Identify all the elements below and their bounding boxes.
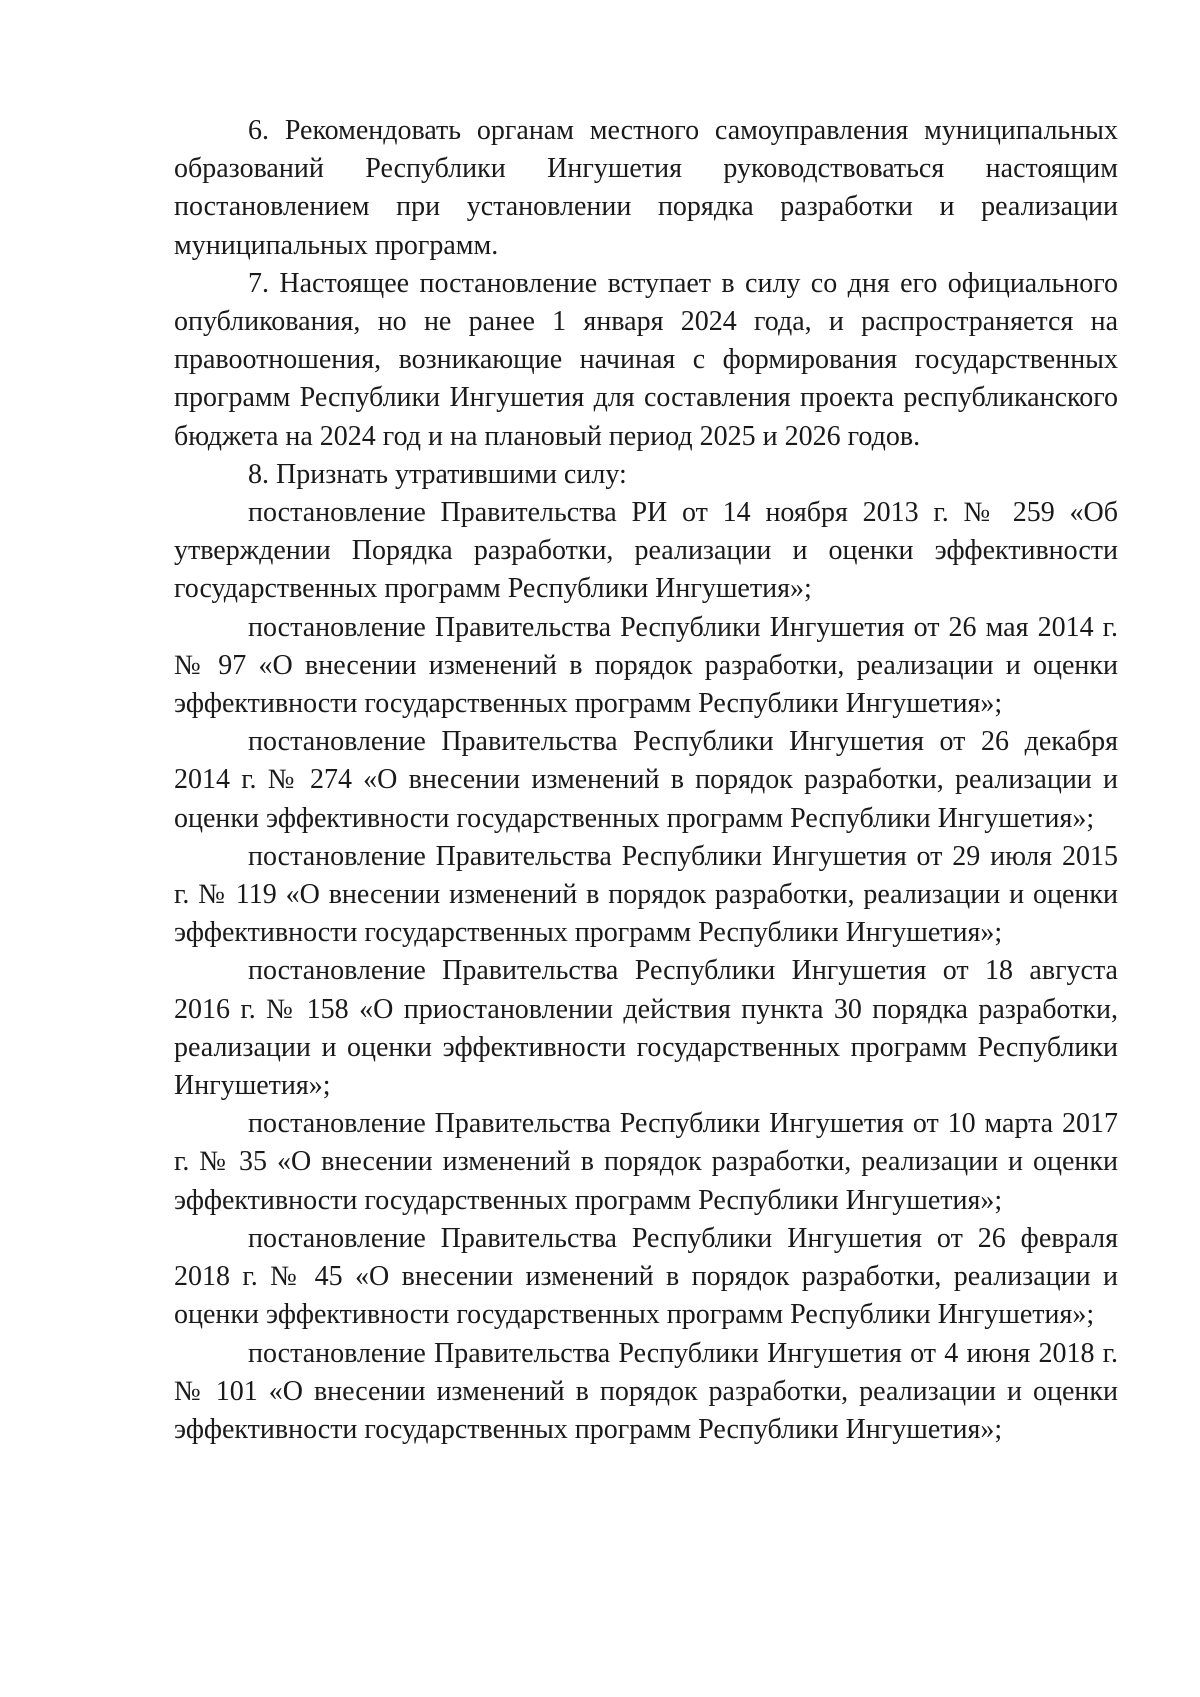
document-page	[174, 112, 1118, 1449]
repealed-act-2014-97: постановление Правительства Республики Ингушетия от 26 мая 2014 г. № 97 «О внесении изменений в порядок разработки, реализации и оценки эффективности государственных программ Республики Ингушетия»;	[174, 611, 1118, 720]
repealed-act-2013-259: постановление Правительства РИ от 14 ноября 2013 г. № 259 «Об утверждении Порядка разработки, реализации и оценки эффективности государственных программ Республики Ингушетия»;	[174, 497, 1118, 605]
repealed-act-2016-158: постановление Правительства Республики Ингушетия от 18 августа 2016 г. № 158 «О приостановлении действия пункта 30 порядка разработки, реализации и оценки эффективности государственных программ Республики Ингушетия»;	[174, 955, 1118, 1102]
repealed-act-2017-35: постановление Правительства Республики Ингушетия от 10 марта 2017 г. № 35 «О внесении изменений в порядок разработки, реализации и оценки эффективности государственных программ Республики Ингушетия»;	[174, 1108, 1118, 1216]
paragraph-item-8: 8. Признать утратившими силу:	[248, 458, 627, 490]
paragraph-item-7: 7. Настоящее постановление вступает в силу со дня его официального опубликования, но не ранее 1 января 2024 года, и распространяется на правоотношения, возникающие начиная с формирования государственных программ Республики Ингушетия для составления проекта республиканского бюджета на 2024 год и на плановый период 2025 и 2026 годов.	[174, 267, 1118, 452]
repealed-act-2018-101: постановление Правительства Республики Ингушетия от 4 июня 2018 г. № 101 «О внесении изменений в порядок разработки, реализации и оценки эффективности государственных программ Республики Ингушетия»;	[174, 1337, 1118, 1445]
repealed-act-2018-45: постановление Правительства Республики Ингушетия от 26 февраля 2018 г. № 45 «О внесении изменений в порядок разработки, реализации и оценки эффективности государственных программ Республики Ингушетия»;	[174, 1222, 1118, 1331]
repealed-act-2014-274: постановление Правительства Республики Ингушетия от 26 декабря 2014 г. № 274 «О внесении изменений в порядок разработки, реализации и оценки эффективности государственных программ Республики Ингушетия»;	[174, 726, 1118, 834]
repealed-act-2015-119: постановление Правительства Республики Ингушетия от 29 июля 2015 г. № 119 «О внесении изменений в порядок разработки, реализации и оценки эффективности государственных программ Республики Ингушетия»;	[174, 840, 1118, 949]
paragraph-item-6: 6. Рекомендовать органам местного самоуправления муниципальных образований Республики Ингушетия руководствоваться настоящим постановлением при установлении порядка разработки и реализации муниципальных программ.	[174, 115, 1118, 261]
